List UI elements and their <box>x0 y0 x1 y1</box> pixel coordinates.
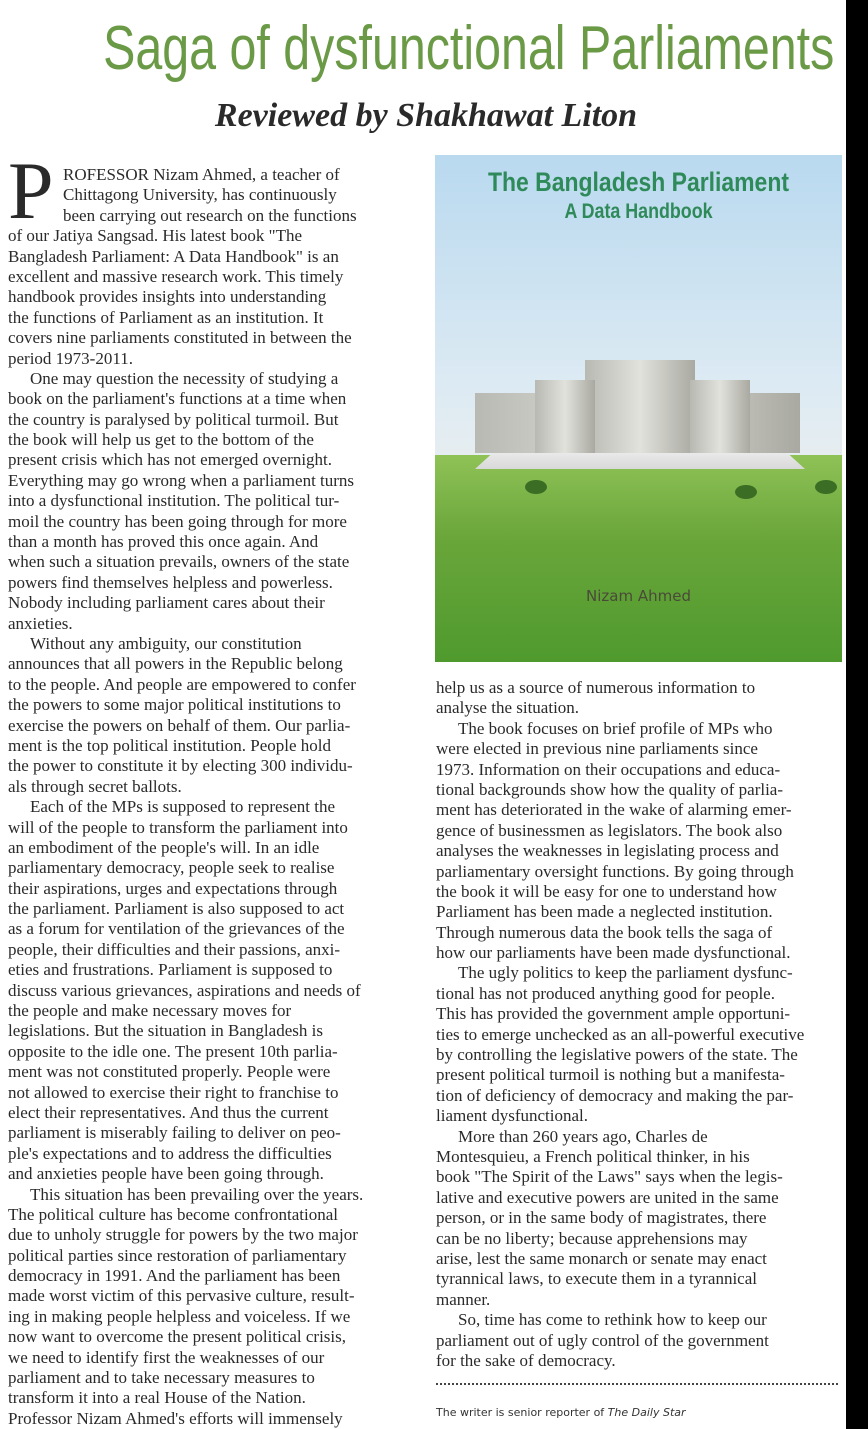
text-line: period 1973-2011. <box>8 348 133 368</box>
text-line: Bangladesh Parliament: A Data Handbook" is an <box>8 246 339 266</box>
text-line: an embodiment of the people's will. In an idle <box>8 837 320 857</box>
text-line: now want to overcome the present political crisis, <box>8 1327 347 1347</box>
headline <box>0 14 846 84</box>
text-line: not allowed to exercise their right to franchise to <box>8 1082 339 1102</box>
cover-subtitle: A Data Handbook <box>564 200 713 223</box>
text-line: person, or in the same body of magistrates, there <box>436 1208 767 1228</box>
cover-tree <box>525 480 547 494</box>
text-line: book on the parliament's functions at a time when <box>8 389 347 409</box>
text-line: people, their difficulties and their passions, anxi- <box>8 939 341 959</box>
text-line: analyse the situation. <box>436 698 580 718</box>
text-line: how our parliaments have been made dysfunctional. <box>436 943 791 963</box>
credit-text: The writer is senior reporter of <box>436 1406 608 1419</box>
text-line: the country is paralysed by political turmoil. But <box>8 409 339 429</box>
cover-author: Nizam Ahmed <box>586 587 691 605</box>
text-line: ment has deteriorated in the wake of alarming emer- <box>436 800 792 820</box>
text-line: into a dysfunctional institution. The political tur- <box>8 491 340 511</box>
text-line: Without any ambiguity, our constitution <box>30 633 302 653</box>
text-line: handbook provides insights into understanding <box>8 287 327 307</box>
text-line: lative and executive powers are united in the same <box>436 1187 779 1207</box>
text-line: their aspirations, urges and expectations through <box>8 878 338 898</box>
credit-publication: The Daily Star <box>607 1406 686 1419</box>
text-line: Chittagong University, has continuously <box>63 185 337 205</box>
text-line: announces that all powers in the Republic belong <box>8 654 343 674</box>
text-line: transform it into a real House of the Nation. <box>8 1388 306 1408</box>
text-line: tyrannical laws, to execute them in a tyrannical <box>436 1269 757 1289</box>
text-line: will of the people to transform the parliament into <box>8 817 348 837</box>
text-line: anxieties. <box>8 613 73 633</box>
text-line: as a forum for ventilation of the grievances of the <box>8 919 345 939</box>
text-line: were elected in previous nine parliaments since <box>436 739 758 759</box>
text-line: the book will help us get to the bottom of the <box>8 430 314 450</box>
text-line: the powers to some major political institutions to <box>8 695 341 715</box>
text-line: political parties since restoration of parliamentary <box>8 1245 347 1265</box>
text-line: parliament out of ugly control of the government <box>436 1330 769 1350</box>
text-line: the people and make necessary moves for <box>8 1001 292 1021</box>
cover-building-left <box>535 380 595 453</box>
text-line: can be no liberty; because apprehensions may <box>436 1228 748 1248</box>
text-line: help us as a source of numerous information to <box>436 678 756 697</box>
cover-tree <box>815 480 837 494</box>
text-line: One may question the necessity of studying a <box>30 368 339 388</box>
headline-text: Saga of dysfunctional Parliaments <box>103 14 835 83</box>
text-line: excellent and massive research work. This timely <box>8 266 344 286</box>
text-line: Everything may go wrong when a parliament turns <box>8 470 355 490</box>
text-line: liament dysfunctional. <box>436 1106 589 1126</box>
text-line: democracy in 1991. And the parliament has been <box>8 1266 341 1286</box>
text-line: More than 260 years ago, Charles de <box>458 1126 708 1146</box>
text-line: als through secret ballots. <box>8 776 182 796</box>
text-line: covers nine parliaments constituted in between the <box>8 328 352 348</box>
text-line: Parliament has been made a neglected institution. <box>436 902 773 922</box>
text-line: tional has not produced anything good for people. <box>436 983 775 1003</box>
text-line: manner. <box>436 1289 491 1309</box>
cover-tree <box>735 485 757 499</box>
text-line: ing in making people helpless and voiceless. If we <box>8 1306 351 1326</box>
text-line: So, time has come to rethink how to keep our <box>458 1310 767 1330</box>
cover-title: The Bangladesh Parliament <box>487 167 789 197</box>
text-line: Each of the MPs is supposed to represent the <box>30 797 335 817</box>
text-line: Nobody including parliament cares about their <box>8 593 325 613</box>
left-column <box>8 165 418 1429</box>
text-line: opposite to the idle one. The present 10th parlia- <box>8 1041 338 1061</box>
text-line: moil the country has been going through for more <box>8 511 347 531</box>
text-line: discuss various grievances, aspirations and needs of <box>8 980 361 1000</box>
text-line: tion of deficiency of democracy and making the par- <box>436 1085 794 1105</box>
text-line: Montesquieu, a French political thinker, in his <box>436 1146 750 1166</box>
text-line: parliament and to take necessary measures to <box>8 1368 315 1388</box>
cover-lawn <box>435 455 842 662</box>
text-line: by controlling the legislative powers of the state. The <box>436 1045 798 1065</box>
right-column <box>436 678 846 1371</box>
drop-cap: P <box>8 145 54 236</box>
text-line: the parliament. Parliament is also supposed to act <box>8 899 345 919</box>
writer-credit <box>436 1406 686 1419</box>
text-line: arise, lest the same monarch or senate may enact <box>436 1248 767 1268</box>
text-line: parliamentary oversight functions. By going through <box>436 861 794 881</box>
text-line: gence of businessmen as legislators. The book also <box>436 820 783 840</box>
text-line: ties to emerge unchecked as an all-powerful executive <box>436 1024 805 1044</box>
text-line: elect their representatives. And thus the current <box>8 1102 329 1122</box>
cover-building-right <box>690 380 750 453</box>
text-line: tional backgrounds show how the quality of parlia- <box>436 779 784 799</box>
book-cover-image <box>435 155 842 662</box>
text-line: powers find themselves helpless and powerless. <box>8 572 333 592</box>
text-line: for the sake of democracy. <box>436 1350 616 1370</box>
cover-building-tower <box>585 360 695 453</box>
text-line: parliament is miserably failing to deliver on peo- <box>8 1123 341 1143</box>
text-line: This has provided the government ample opportuni- <box>436 1004 791 1024</box>
text-line: present crisis which has not emerged overnight. <box>8 450 333 470</box>
text-line: The political culture has become confrontational <box>8 1204 338 1224</box>
text-line: 1973. Information on their occupations and educa- <box>436 759 781 779</box>
text-line: ment was not constituted properly. People were <box>8 1062 331 1082</box>
text-line: The book focuses on brief profile of MPs who <box>458 718 773 738</box>
text-line: book "The Spirit of the Laws" says when the legis- <box>436 1167 783 1187</box>
text-line: parliamentary democracy, people seek to realise <box>8 858 335 878</box>
text-line: Through numerous data the book tells the saga of <box>436 922 773 942</box>
text-line: made worst victim of this pervasive culture, result- <box>8 1286 355 1306</box>
text-line: ROFESSOR Nizam Ahmed, a teacher of <box>63 165 340 184</box>
text-line: when such a situation prevails, owners of the state <box>8 552 350 572</box>
text-line: we need to identify first the weaknesses of our <box>8 1347 325 1367</box>
text-line: The ugly politics to keep the parliament dysfunc- <box>458 963 793 983</box>
text-line: Professor Nizam Ahmed's efforts will immensely <box>8 1408 343 1428</box>
text-line: legislations. But the situation in Bangladesh is <box>8 1021 323 1041</box>
text-line: This situation has been prevailing over the years. <box>30 1184 364 1204</box>
text-line: ment is the top political institution. People hold <box>8 735 331 755</box>
text-line: eties and frustrations. Parliament is supposed to <box>8 960 333 980</box>
text-line: the power to constitute it by electing 300 individu- <box>8 756 353 776</box>
dotted-divider <box>436 1383 838 1385</box>
text-line: exercise the powers on behalf of them. Our parlia- <box>8 715 351 735</box>
text-line: analyses the weaknesses in legislating process and <box>436 841 779 861</box>
text-line: than a month has proved this once again. And <box>8 532 319 552</box>
text-line: present political turmoil is nothing but a manifesta- <box>436 1065 785 1085</box>
text-line: the book it will be easy for one to understand how <box>436 881 777 901</box>
page-edge-strip <box>846 0 868 1429</box>
text-line: ple's expectations and to address the difficulties <box>8 1143 332 1163</box>
text-line: to the people. And people are empowered to confer <box>8 674 356 694</box>
text-line: and anxieties people have been going through. <box>8 1164 324 1184</box>
text-line: of our Jatiya Sangsad. His latest book "The <box>8 226 302 246</box>
byline: Reviewed by Shakhawat Liton <box>214 97 638 134</box>
text-line: been carrying out research on the functions <box>63 205 357 225</box>
text-line: the functions of Parliament as an institution. It <box>8 307 324 327</box>
text-line: due to unholy struggle for powers by the two major <box>8 1225 358 1245</box>
cover-title-block <box>435 167 842 224</box>
